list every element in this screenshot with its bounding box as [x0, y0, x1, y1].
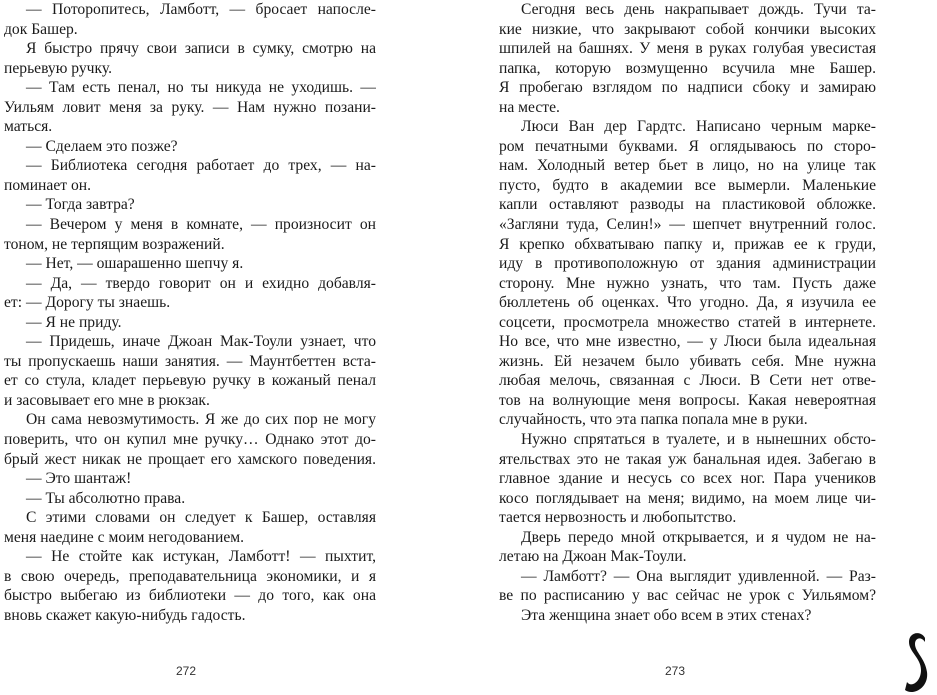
left-page	[0, 0, 468, 695]
right-page-text-line: иду в противоположную от здания администрации	[499, 255, 876, 273]
left-page-text-line: ет: — Дорогу ты знаешь.	[4, 294, 171, 312]
left-page-text-line: — Ты абсолютно права.	[26, 489, 186, 507]
right-page-text-line: жизнь. Ей незачем было убивать себя. Мне нужна	[499, 352, 876, 370]
right-page-number: 273	[665, 664, 686, 678]
left-page-text-line: — Нет, — ошарашенно шепчу я.	[26, 255, 244, 273]
left-page-text-line: и засовывает его мне в рюкзак.	[4, 391, 210, 409]
right-page-text-line: Люси Ван дер Гардтс. Написано черным марке-	[521, 118, 876, 136]
left-page-text-line: — Я не приду.	[26, 313, 122, 331]
right-page-text-line: шпилей на башнях. У меня в руках голубая увесистая	[499, 40, 876, 58]
left-page-text-line: — Да, — твердо говорит он и ехидно добавля-	[26, 274, 376, 292]
right-page-text-line: папка, которую возмущенно всучила мне Башер.	[499, 59, 876, 77]
right-page-text-line: Я пробегаю взглядом по надписи сбоку и замираю	[499, 79, 876, 97]
right-page-text-line: Но все, что мне известно, — у Люси была идеальная	[499, 333, 876, 351]
left-page-text-line: Он сама невозмутимость. Я же до сих пор не могу	[26, 411, 376, 429]
right-page-text-line: любая мелочь, связанная с Люси. В Сети нет отве-	[499, 372, 876, 390]
left-page-text-line: ты пропускаешь наши занятия. — Маунтбеттен вста-	[4, 352, 376, 370]
right-page-text-line: сторону. Мне нужно узнать, что там. Пусть даже	[499, 274, 876, 292]
left-page-text-line: вновь скажет какую-нибудь гадость.	[4, 606, 246, 624]
right-page-text-line: Дверь передо мной открывается, и я чудом не на-	[521, 528, 876, 546]
left-page-text-line: поминает он.	[4, 176, 91, 194]
left-page-text-line: быстро выбегаю из библиотеки — до того, как она	[4, 587, 376, 605]
left-page-text-line: ет со стула, кладет перьевую ручку в кожаный пенал	[4, 372, 376, 390]
left-page-text-line: брый жест никак не прощает его хамского поведения.	[4, 450, 376, 468]
right-page-text-line: тов на волнующие меня вопросы. Какая невероятная	[499, 391, 876, 409]
right-page-text-line: Эта женщина знает обо всем в этих стенах?	[521, 606, 812, 624]
left-page-text-line: в свою очередь, преподавательница экономики, и я	[4, 567, 376, 585]
left-page-text-line: — Там есть пенал, но ты никуда не уходишь. —	[26, 79, 376, 97]
left-page-text-line: — Это шантаж!	[26, 470, 132, 488]
right-page-text-line: главное здание и несусь со всех ног. Пара учеников	[499, 470, 876, 488]
right-page-text-line: Сегодня весь день накрапывает дождь. Тучи та-	[521, 1, 876, 18]
right-page-text-line: кие низкие, что закрывают собой кончики высоких	[499, 20, 876, 38]
left-page-text-line: — Сделаем это позже?	[26, 137, 178, 155]
left-page-text-line: поверить, что он купил мне ручку… Однако этот до-	[4, 431, 376, 449]
right-page-text-line: Нужно спрятаться в туалете, и в нынешних обсто-	[521, 431, 876, 449]
left-page-number: 272	[176, 664, 197, 678]
right-page-text-line: ром печатными буквами. Я оглядываюсь по сторо-	[499, 137, 876, 155]
left-page-text-line: С этими словами он следует к Башер, оставляя	[26, 509, 376, 527]
right-page	[468, 0, 937, 695]
left-page-text-line: тоном, не терпящим возражений.	[4, 235, 225, 253]
left-page-text-line: — Поторопитесь, Ламботт, — бросает напосле-	[26, 1, 376, 18]
right-page-text-line: случайность, что эта папка попала мне в руки.	[499, 411, 808, 429]
right-page-text-line: косо поглядывает на меня; видимо, на моем лице чи-	[499, 489, 876, 507]
left-page-text-line: маться.	[4, 118, 53, 136]
left-page-text-line: меня наедине с моим негодованием.	[4, 528, 245, 546]
left-page-text-line: — Тогда завтра?	[26, 196, 135, 214]
right-page-text-line: пусто, будто в академии все вымерли. Маленькие	[499, 176, 876, 194]
left-page-text-line: — Библиотека сегодня работает до трех, — на-	[26, 157, 376, 175]
right-page-text-line: капли оставляют разводы на пластиковой обложке.	[499, 196, 876, 214]
right-page-text-line: ятельствах это не такая уж банальная идея. Забегаю в	[499, 450, 876, 468]
right-page-text	[499, 0, 876, 626]
right-page-text-line: на месте.	[499, 98, 560, 116]
right-page-text-line: летаю на Джоан Мак-Тоули.	[499, 548, 687, 566]
left-page-text-line: Уильям ловит меня за руку. — Нам нужно позани-	[4, 98, 376, 116]
right-page-text-line: бюллетень об оценках. Что угодно. Да, я изучила ее	[499, 294, 876, 312]
right-page-text-line: «Загляни туда, Селин!» — шепчет внутренний голос.	[499, 216, 876, 234]
left-page-text-line: — Придешь, иначе Джоан Мак-Тоули узнает, что	[26, 333, 376, 351]
right-page-text-line: Я крепко обхватываю папку и, прижав ее к груди,	[499, 235, 876, 253]
left-page-text-line: перьевую ручку.	[4, 59, 112, 77]
right-page-text-line: ве по расписанию у вас сейчас не урок с Уильямом?	[499, 587, 876, 605]
left-page-text-line: — Вечером у меня в комнате, — произносит он	[26, 216, 376, 234]
right-page-text-line: нам. Холодный ветер бьет в лицо, но на улице так	[499, 157, 876, 175]
left-page-text	[4, 0, 376, 626]
right-page-text-line: тается нервозность и любопытство.	[499, 509, 737, 527]
right-page-text-line: — Ламботт? — Она выглядит удивленной. — Раз-	[521, 567, 876, 585]
left-page-text-line: — Не стойте как истукан, Ламботт! — пыхтит,	[26, 548, 376, 566]
decorative-s-mark-icon	[899, 628, 933, 694]
left-page-text-line: Я быстро прячу свои записи в сумку, смотрю на	[26, 40, 376, 58]
left-page-text-line: док Башер.	[4, 20, 78, 38]
right-page-text-line: соцсети, просмотрела множество статей в интернете.	[499, 313, 876, 331]
